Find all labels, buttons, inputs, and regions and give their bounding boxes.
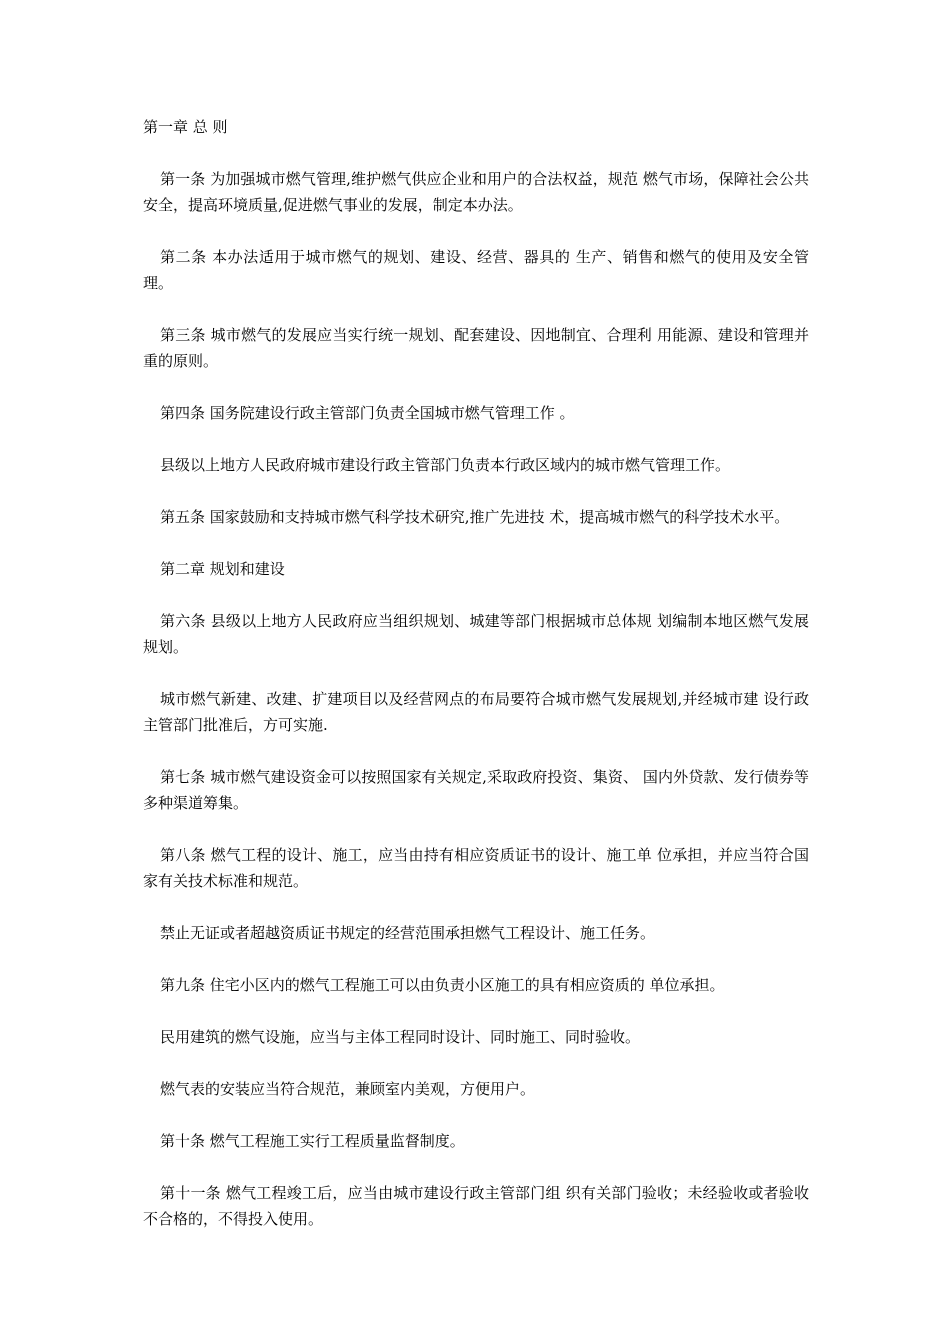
article-paragraph: 第十条 燃气工程施工实行工程质量监督制度。 [160, 1132, 465, 1150]
article-paragraph: 第四条 国务院建设行政主管部门负责全国城市燃气管理工作 。 [160, 404, 575, 422]
article-paragraph: 第二条 本办法适用于城市燃气的规划、建设、经营、器具的 生产、销售和燃气的使用及安全管理。 [143, 248, 809, 292]
article-paragraph: 城市燃气新建、改建、扩建项目以及经营网点的布局要符合城市燃气发展规划,并经城市建 设行政主管部门批准后，方可实施. [143, 690, 809, 734]
article-paragraph: 第九条 住宅小区内的燃气工程施工可以由负责小区施工的具有相应资质的 单位承担。 [160, 976, 725, 994]
article-paragraph: 禁止无证或者超越资质证书规定的经营范围承担燃气工程设计、施工任务。 [160, 924, 656, 942]
article-paragraph: 民用建筑的燃气设施，应当与主体工程同时设计、同时施工、同时验收。 [160, 1028, 641, 1046]
article-paragraph: 第六条 县级以上地方人民政府应当组织规划、城建等部门根据城市总体规 划编制本地区燃气发展规划。 [143, 612, 809, 656]
document-body [143, 114, 809, 1258]
chapter-heading: 第二章 规划和建设 [160, 560, 285, 578]
article-paragraph: 第十一条 燃气工程竣工后，应当由城市建设行政主管部门组 织有关部门验收；未经验收或者验收不合格的，不得投入使用。 [143, 1184, 809, 1228]
article-paragraph: 第五条 国家鼓励和支持城市燃气科学技术研究,推广先进技 术，提高城市燃气的科学技术水平。 [160, 508, 790, 526]
chapter-heading: 第一章 总 则 [143, 118, 228, 136]
article-paragraph: 第八条 燃气工程的设计、施工，应当由持有相应资质证书的设计、施工单 位承担，并应当符合国家有关技术标准和规范。 [143, 846, 809, 890]
article-paragraph: 燃气表的安装应当符合规范，兼顾室内美观，方便用户。 [160, 1080, 536, 1098]
article-paragraph: 第一条 为加强城市燃气管理,维护燃气供应企业和用户的合法权益，规范 燃气市场，保障社会公共安全，提高环境质量,促进燃气事业的发展，制定本办法。 [143, 170, 809, 214]
article-paragraph: 县级以上地方人民政府城市建设行政主管部门负责本行政区域内的城市燃气管理工作。 [160, 456, 731, 474]
article-paragraph: 第三条 城市燃气的发展应当实行统一规划、配套建设、因地制宜、合理利 用能源、建设和管理并重的原则。 [143, 326, 809, 370]
article-paragraph: 第七条 城市燃气建设资金可以按照国家有关规定,采取政府投资、集资、 国内外贷款、发行债券等多种渠道筹集。 [143, 768, 809, 812]
